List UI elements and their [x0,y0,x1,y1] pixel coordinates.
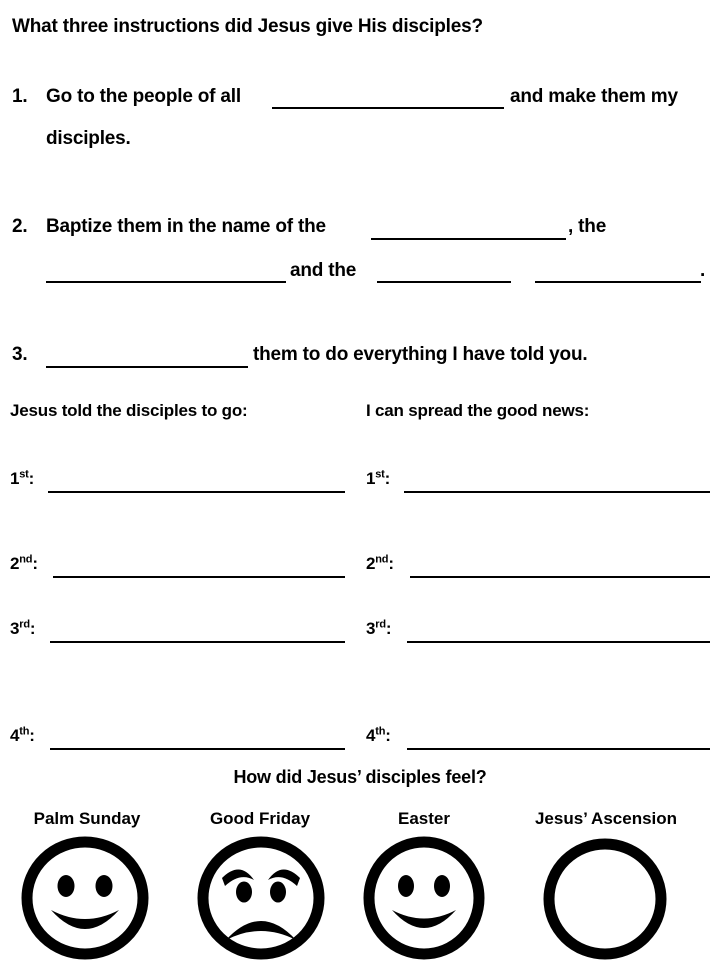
instruction-2-text-after: , the [568,216,607,237]
face-label-jesus-ascension: Jesus’ Ascension [534,809,678,828]
instruction-2-text-end: . [700,260,706,281]
right-row-1-blank[interactable] [404,491,710,493]
right-row-4-ordinal: 4th: [366,725,391,745]
face-label-palm-sunday: Palm Sunday [33,809,141,828]
instruction-3-number: 3. [12,344,28,365]
face-happy-easter [360,836,488,960]
right-row-1-ordinal: 1st: [366,468,391,488]
instruction-2-blank-1[interactable] [371,238,566,240]
right-row-3-blank[interactable] [407,641,710,643]
instruction-2-blank-2[interactable] [46,281,286,283]
left-row-4-ordinal: 4th: [10,725,35,745]
left-row-4-blank[interactable] [50,748,345,750]
instruction-1-blank[interactable] [272,107,504,109]
left-row-3-ordinal: 3rd: [10,618,36,638]
instruction-2-blank-3[interactable] [377,281,511,283]
instruction-2-text-middle: and the [290,260,357,281]
right-row-2-blank[interactable] [410,576,710,578]
right-row-2-ordinal: 2nd: [366,553,394,573]
left-row-1-ordinal: 1st: [10,468,35,488]
left-row-2-ordinal: 2nd: [10,553,38,573]
instruction-1-text-after: and make them my [510,86,678,107]
left-row-1-blank[interactable] [48,491,345,493]
left-row-3-blank[interactable] [50,641,345,643]
instruction-3-text-after: them to do everything I have told you. [253,344,588,365]
left-row-2-blank[interactable] [53,576,345,578]
face-sad-good-friday [194,836,328,960]
face-happy-palm-sunday [18,836,152,960]
instruction-2-blank-4[interactable] [535,281,701,283]
face-label-easter: Easter [398,809,450,828]
right-row-4-blank[interactable] [407,748,710,750]
feelings-heading: How did Jesus’ disciples feel? [233,767,487,787]
instruction-1-text-line2: disciples. [46,128,131,149]
left-column-heading: Jesus told the disciples to go: [10,401,248,420]
instruction-1-text-before: Go to the people of all [46,86,241,107]
face-blank-jesus-ascension[interactable] [541,838,669,960]
face-label-good-friday: Good Friday [209,809,311,828]
instruction-3-blank[interactable] [46,366,248,368]
instruction-2-text-before: Baptize them in the name of the [46,216,326,237]
instruction-1-number: 1. [12,86,28,107]
instruction-2-number: 2. [12,216,28,237]
right-row-3-ordinal: 3rd: [366,618,392,638]
right-column-heading: I can spread the good news: [366,401,590,420]
page-title: What three instructions did Jesus give His disciples? [12,16,483,37]
